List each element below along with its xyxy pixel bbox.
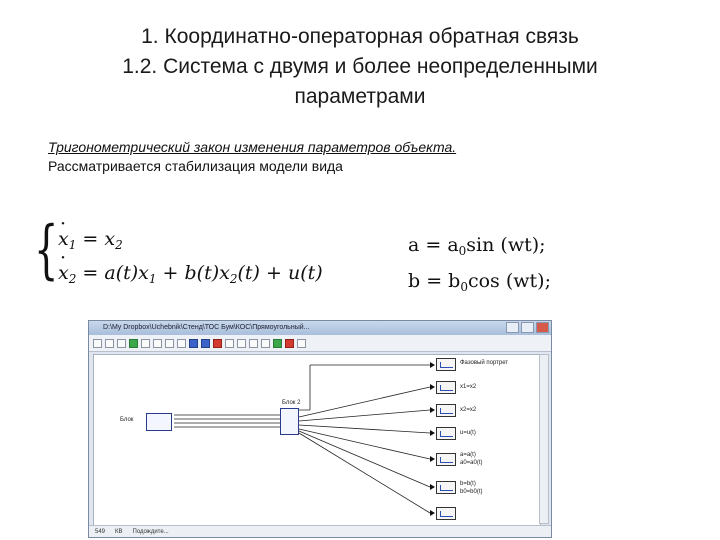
open-icon[interactable]	[105, 339, 114, 348]
status-unit: КВ	[115, 529, 123, 535]
scope-u[interactable]	[436, 427, 456, 440]
eq1-lhs-sub: 1	[68, 238, 77, 252]
vertical-scrollbar[interactable]	[539, 354, 549, 524]
library-icon[interactable]	[249, 339, 258, 348]
eq1-rhs-sub: 2	[115, 238, 123, 252]
zoom-icon[interactable]	[225, 339, 234, 348]
run-icon[interactable]	[129, 339, 138, 348]
law-a-lhs: a = a	[408, 234, 459, 256]
eq2-rhs-a: = a(t)x	[82, 262, 149, 284]
eq2-rhs-b: + b(t)x	[156, 262, 230, 284]
law-b-sub: 0	[460, 280, 468, 294]
eq1-lhs: · x	[58, 228, 69, 250]
intro-line-2: Рассматривается стабилизация модели вида	[48, 158, 343, 174]
eq2-lhs-sub: 2	[68, 272, 77, 286]
law-a-sub: 0	[458, 244, 467, 258]
window-titlebar[interactable]	[89, 321, 551, 335]
status-count: 549	[95, 529, 106, 535]
record-icon[interactable]	[285, 339, 294, 348]
intro-text	[48, 138, 456, 176]
b-label: b=b(t)	[460, 481, 476, 487]
equation-1	[58, 228, 123, 252]
a-label: a=a(t)	[460, 452, 476, 458]
simulink-window	[88, 320, 552, 538]
scope-x2[interactable]	[436, 404, 456, 417]
copy-icon[interactable]	[165, 339, 174, 348]
block-2-label: Блок 2	[282, 400, 301, 406]
status-bar	[89, 525, 551, 537]
phase-label: Фазовый портрет	[460, 360, 509, 366]
arrow-left-icon[interactable]	[189, 339, 198, 348]
model-canvas[interactable]	[93, 354, 541, 526]
scope-b[interactable]	[436, 481, 456, 494]
b0-label: b0=b0(t)	[460, 489, 483, 495]
maximize-button[interactable]	[521, 322, 534, 333]
save-icon[interactable]	[117, 339, 126, 348]
window-controls	[506, 322, 549, 333]
law-b-tail: cos (wt);	[467, 270, 551, 292]
scope-phase[interactable]	[436, 358, 456, 371]
close-button[interactable]	[536, 322, 549, 333]
eq2-rhs-u: (t) + u(t)	[237, 262, 323, 284]
eq1-rhs: = x	[82, 228, 116, 250]
cut-icon[interactable]	[153, 339, 162, 348]
a0-label: a0=a0(t)	[460, 460, 483, 466]
scope-extra[interactable]	[436, 507, 456, 520]
help-icon[interactable]	[297, 339, 306, 348]
signal-lines	[94, 355, 540, 525]
law-a-tail: sin (wt);	[466, 234, 546, 256]
title-line-2: 1.2. Система с двумя и более неопределенными	[122, 55, 598, 78]
play-icon[interactable]	[273, 339, 282, 348]
settings-icon[interactable]	[261, 339, 270, 348]
toolbar	[89, 335, 551, 352]
status-message: Подождите...	[132, 529, 169, 535]
equation-2	[58, 262, 323, 286]
new-icon[interactable]	[93, 339, 102, 348]
title-line-1: 1. Координатно-операторная обратная связь	[141, 25, 579, 48]
stop-icon[interactable]	[213, 339, 222, 348]
grid-icon[interactable]	[237, 339, 246, 348]
law-a	[408, 234, 546, 258]
u-label: u=u(t)	[460, 430, 476, 436]
block-left[interactable]	[146, 413, 172, 431]
x1-label: x1=x2	[460, 384, 477, 390]
arrow-right-icon[interactable]	[201, 339, 210, 348]
eq2-lhs: · x	[58, 262, 69, 284]
slide-title	[0, 22, 720, 112]
eq2-sub-2: 2	[229, 272, 238, 286]
scope-a[interactable]	[436, 453, 456, 466]
x2-label: x2=x2	[460, 407, 477, 413]
scope-x1[interactable]	[436, 381, 456, 394]
window-title: D:\My Dropbox\Uchebnik\Стенд\ТОС Бум\КОС\Прямоугольный...	[103, 324, 310, 331]
step-icon[interactable]	[141, 339, 150, 348]
block-left-label: Блок	[120, 417, 134, 423]
title-line-3: параметрами	[294, 85, 426, 108]
minimize-button[interactable]	[506, 322, 519, 333]
block-2[interactable]	[280, 408, 299, 435]
law-b	[408, 270, 551, 294]
system-brace: {	[34, 213, 59, 287]
eq2-sub-1: 1	[148, 272, 157, 286]
intro-line-1: Тригонометрический закон изменения параметров объекта.	[48, 139, 457, 155]
law-b-lhs: b = b	[408, 270, 461, 292]
paste-icon[interactable]	[177, 339, 186, 348]
